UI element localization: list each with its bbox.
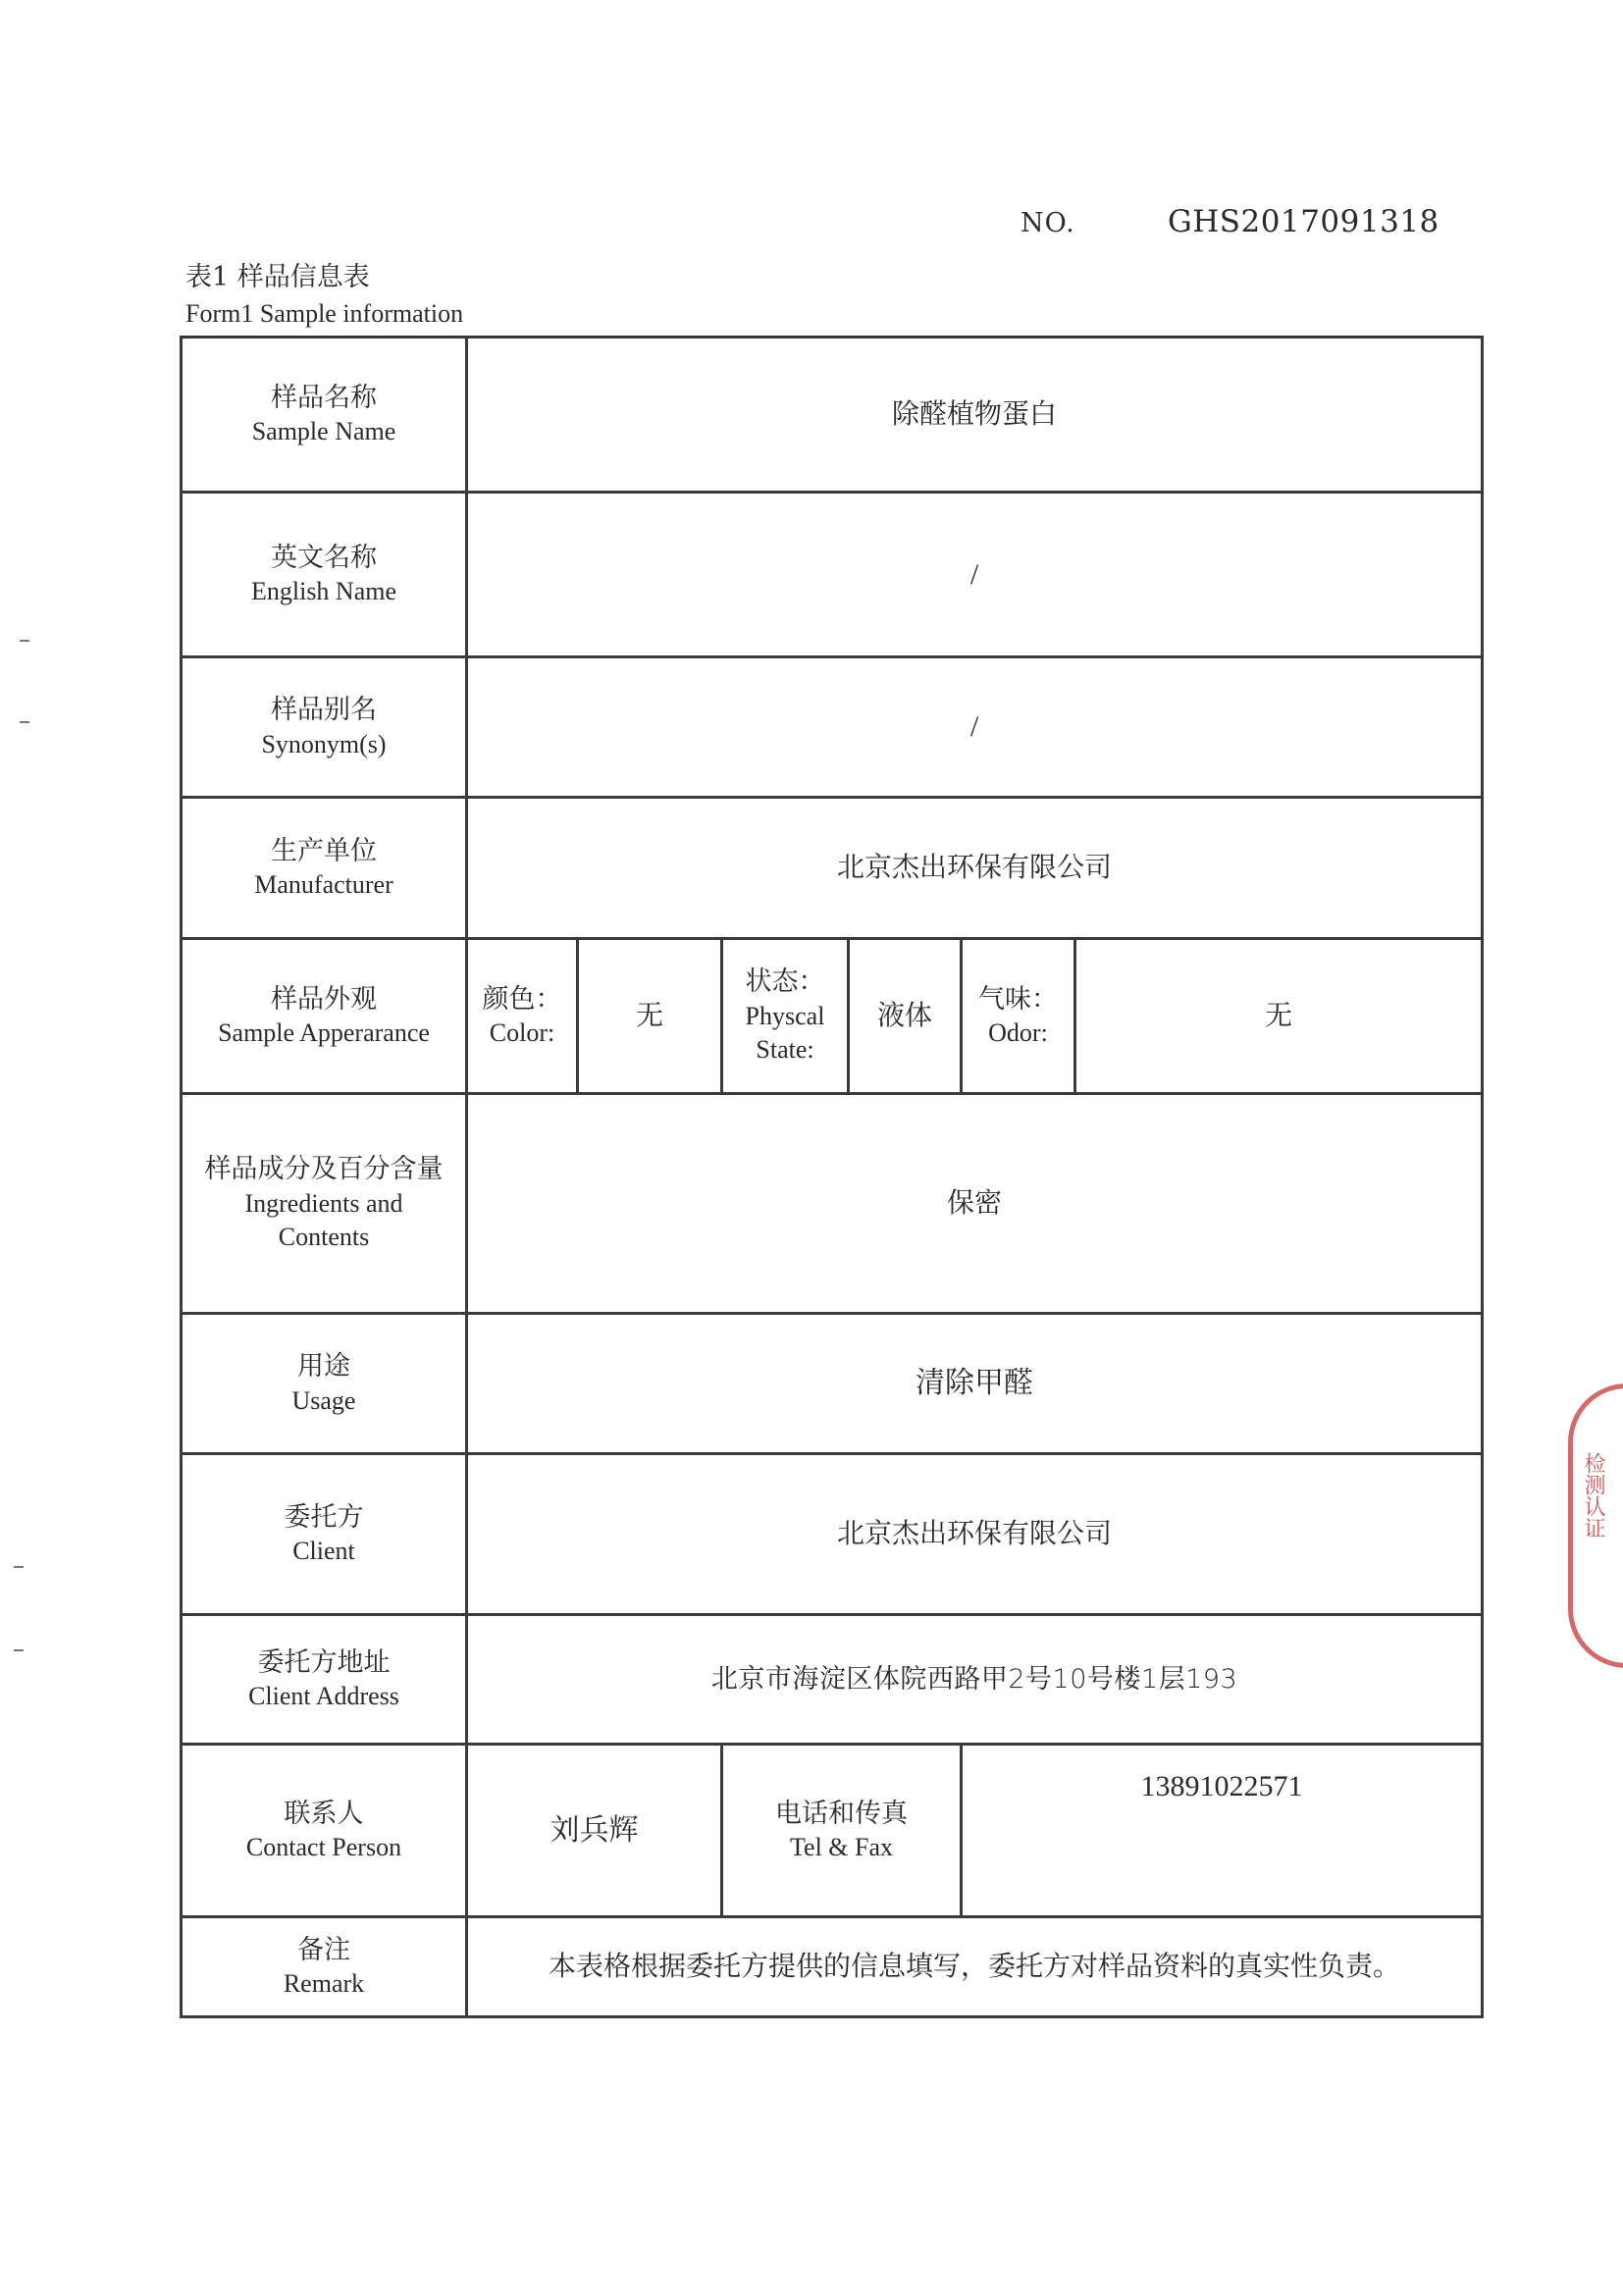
label-english: Tel & Fax (789, 1833, 894, 1862)
label-english: Sample Apperarance (218, 1018, 430, 1048)
table-border (180, 2015, 1484, 2018)
label-english: State: (756, 1035, 814, 1065)
label-chinese: 样品别名 (271, 695, 377, 726)
label-chinese: 联系人 (284, 1798, 364, 1829)
label-english: Manufacturer (254, 870, 393, 900)
manufacturer-label (183, 799, 465, 937)
value-text: 本表格根据委托方提供的信息填写，委托方对样品资料的真实性负责。 (548, 1950, 1400, 1983)
label-english: Odor: (988, 1018, 1048, 1048)
scan-mark (14, 1566, 24, 1568)
label-english: Color: (489, 1018, 555, 1048)
english-name-label (183, 494, 465, 655)
label-chinese: 样品名称 (271, 382, 377, 413)
ingredients-label (183, 1095, 465, 1312)
tel-fax-value (963, 1746, 1481, 1915)
value-text: 北京杰出环保有限公司 (836, 1517, 1112, 1550)
value-text: 刘兵辉 (550, 1812, 639, 1848)
label-english: Contact Person (245, 1833, 402, 1862)
state-value (850, 940, 960, 1092)
document-number-label: NO. (1021, 208, 1075, 238)
label-english: Sample Name (251, 417, 396, 446)
scan-mark (20, 721, 29, 723)
appearance-label (183, 940, 465, 1092)
document-number: GHS2017091318 (1168, 204, 1440, 239)
label-chinese: 委托方 (284, 1501, 364, 1533)
value-text: 除醛植物蛋白 (891, 397, 1057, 431)
ingredients-value (468, 1095, 1481, 1312)
label-chinese: 生产单位 (271, 835, 377, 866)
value-text: 13891022571 (1140, 1770, 1303, 1802)
contact-person-value (468, 1746, 720, 1915)
label-english: Contents (278, 1223, 370, 1252)
table-border (1481, 336, 1484, 2018)
label-chinese: 气味： (978, 983, 1058, 1015)
usage-label (183, 1315, 465, 1452)
value-text: 清除甲醛 (916, 1366, 1033, 1401)
scan-mark (14, 1649, 24, 1651)
synonyms-label (183, 658, 465, 796)
form-title-chinese: 表1 样品信息表 (185, 262, 370, 292)
value-text: 液体 (876, 999, 932, 1032)
english-name-value (468, 494, 1481, 655)
value-text: 保密 (946, 1186, 1002, 1220)
label-chinese: 颜色： (482, 983, 562, 1015)
value-text: 无 (635, 999, 663, 1032)
odor-value (1076, 940, 1481, 1092)
remark-value (468, 1918, 1481, 2015)
label-english: Remark (283, 1969, 365, 1999)
label-english: English Name (250, 577, 397, 606)
contact-person-label (183, 1746, 465, 1915)
label-chinese: 电话和传真 (775, 1798, 908, 1829)
client-address-label (183, 1616, 465, 1743)
label-chinese: 状态： (745, 966, 825, 998)
label-english: Client (292, 1537, 355, 1566)
label-english: Usage (291, 1385, 356, 1415)
client-address-value (468, 1616, 1481, 1743)
color-value (579, 940, 720, 1092)
label-english: Synonym(s) (261, 729, 387, 758)
remark-label (183, 1918, 465, 2015)
state-label (723, 940, 847, 1092)
color-label (468, 940, 576, 1092)
tel-fax-label (723, 1746, 960, 1915)
value-text: 无 (1264, 999, 1292, 1032)
label-chinese: 样品成分及百分含量 (204, 1154, 444, 1185)
label-chinese: 英文名称 (271, 542, 377, 573)
manufacturer-value (468, 799, 1481, 937)
form-title-english: Form1 Sample information (185, 299, 464, 328)
odor-label (963, 940, 1073, 1092)
usage-value (468, 1315, 1481, 1452)
scan-mark (20, 640, 29, 642)
value-text: 北京市海淀区体院西路甲2号10号楼1层193 (710, 1663, 1238, 1695)
synonyms-value (468, 658, 1481, 796)
value-text: 北京杰出环保有限公司 (836, 851, 1112, 884)
label-english: Client Address (248, 1682, 399, 1711)
label-chinese: 样品外观 (271, 983, 377, 1015)
client-value (468, 1455, 1481, 1613)
client-label (183, 1455, 465, 1613)
label-english: Ingredients and (244, 1189, 403, 1218)
sample-name-label (183, 339, 465, 491)
label-chinese: 备注 (297, 1934, 350, 1965)
label-chinese: 委托方地址 (257, 1646, 391, 1678)
stamp-lettering: 检测认证 (1581, 1452, 1605, 1539)
label-chinese: 用途 (297, 1351, 350, 1383)
sample-name-value (468, 339, 1481, 491)
label-english: Physcal (745, 1002, 825, 1030)
value-text: / (969, 710, 979, 744)
value-text: / (969, 557, 979, 591)
